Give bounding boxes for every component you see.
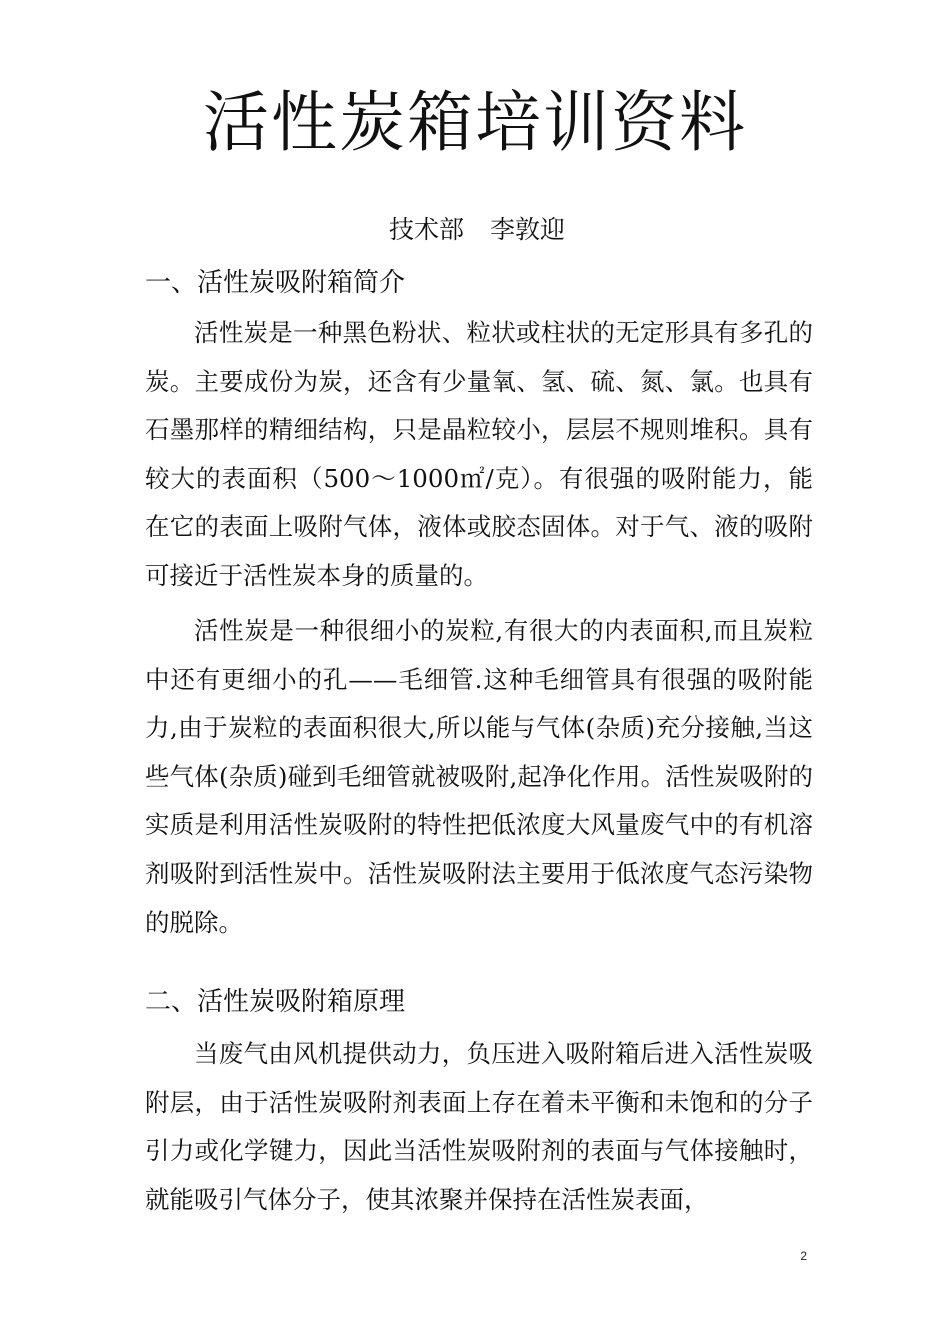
section-heading-intro: 一、活性炭吸附箱简介 bbox=[145, 268, 406, 298]
paragraph-intro-2: 活性炭是一种很细小的炭粒,有很大的内表面积,而且炭粒中还有更细小的孔——毛细管.这种毛细管具有很强的吸附能力,由于炭粒的表面积很大,所以能与气体(杂质)充分接触,当这些气体(杂质)碰到毛细管就被吸附,起净化作用。活性炭吸附的实质是利用活性炭吸附的特性把低浓度大风量废气中的有机溶剂吸附到活性炭中。活性炭吸附法主要用于低浓度气态污染物的脱除。 bbox=[145, 616, 813, 937]
author-department: 技术部 bbox=[388, 215, 464, 244]
author-line bbox=[0, 210, 950, 250]
section-heading-principle: 二、活性炭吸附箱原理 bbox=[145, 987, 406, 1017]
author-name: 李敦迎 bbox=[490, 215, 566, 244]
page-number: 2 bbox=[800, 1249, 807, 1263]
document-title: 活性炭箱培训资料 bbox=[203, 84, 747, 161]
paragraph-intro-1: 活性炭是一种黑色粉状、粒状或柱状的无定形具有多孔的炭。主要成份为炭，还含有少量氧、氢、硫、氮、氯。也具有石墨那样的精细结构，只是晶粒较小，层层不规则堆积。具有较大的表面积（500～1000㎡/克）。有很强的吸附能力，能在它的表面上吸附气体，液体或胶态固体。对于气、液的吸附可接近于活性炭本身的质量的。 bbox=[145, 318, 813, 590]
paragraph-principle-1: 当废气由风机提供动力，负压进入吸附箱后进入活性炭吸附层，由于活性炭吸附剂表面上存在着未平衡和未饱和的分子引力或化学键力，因此当活性炭吸附剂的表面与气体接触时，就能吸引气体分子，使其浓聚并保持在活性炭表面， bbox=[145, 1039, 813, 1214]
